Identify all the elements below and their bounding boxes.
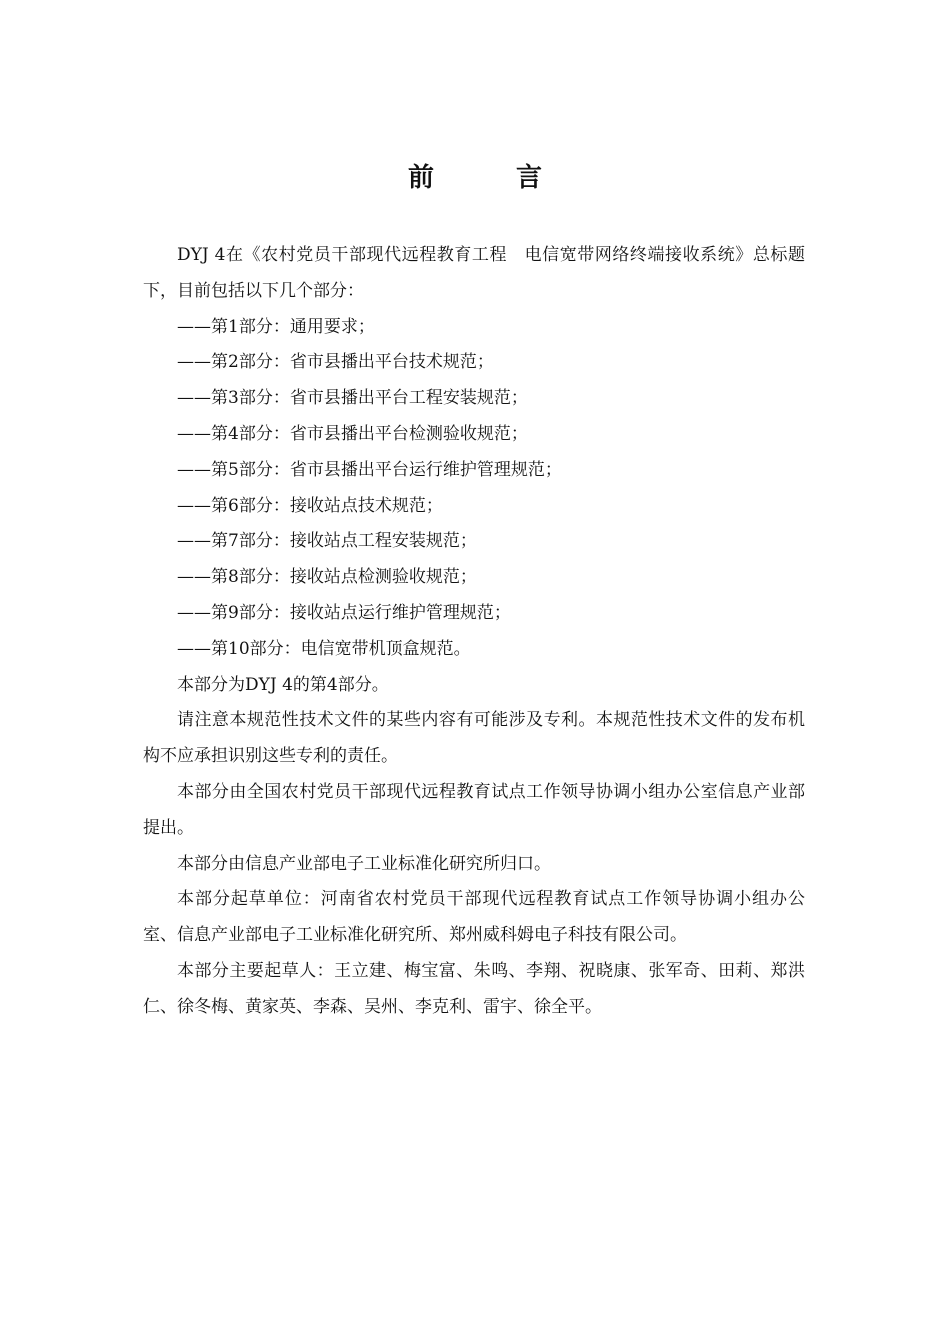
- page-title: 前 言: [407, 163, 570, 193]
- foreword-body: [143, 238, 805, 1026]
- managed-by-paragraph: 本部分由信息产业部电子工业标准化研究所归口。: [177, 853, 551, 874]
- part-item-3: ——第3部分：省市县播出平台工程安装规范；: [177, 388, 528, 409]
- intro-paragraph: DYJ 4在《农村党员干部现代远程教育工程 电信宽带网络终端接收系统》总标题下，目前包括以下几个部分：: [143, 245, 805, 301]
- part-item-10: ——第10部分：电信宽带机顶盒规范。: [177, 638, 471, 659]
- drafters-paragraph: 本部分主要起草人：王立建、梅宝富、朱鸣、李翔、祝晓康、张军奇、田莉、郑洪仁、徐冬梅、黄家英、李森、吴州、李克利、雷宇、徐全平。: [143, 960, 805, 1017]
- part-item-8: ——第8部分：接收站点检测验收规范；: [177, 567, 477, 588]
- part-item-9: ——第9部分：接收站点运行维护管理规范；: [177, 602, 511, 623]
- part-statement-paragraph: 本部分为DYJ 4的第4部分。: [177, 674, 389, 695]
- part-item-1: ——第1部分：通用要求；: [177, 316, 375, 337]
- part-item-4: ——第4部分：省市县播出平台检测验收规范；: [177, 423, 528, 444]
- part-item-2: ——第2部分：省市县播出平台技术规范；: [177, 352, 494, 373]
- proposed-by-paragraph: 本部分由全国农村党员干部现代远程教育试点工作领导协调小组办公室信息产业部提出。: [143, 781, 805, 838]
- part-item-6: ——第6部分：接收站点技术规范；: [177, 495, 443, 516]
- part-item-5: ——第5部分：省市县播出平台运行维护管理规范；: [177, 459, 562, 480]
- drafting-units-paragraph: 本部分起草单位：河南省农村党员干部现代远程教育试点工作领导协调小组办公室、信息产业部电子工业标准化研究所、郑州威科姆电子科技有限公司。: [143, 889, 805, 946]
- part-item-7: ——第7部分：接收站点工程安装规范；: [177, 531, 477, 552]
- patent-notice-paragraph: 请注意本规范性技术文件的某些内容有可能涉及专利。本规范性技术文件的发布机构不应承担识别这些专利的责任。: [143, 710, 805, 767]
